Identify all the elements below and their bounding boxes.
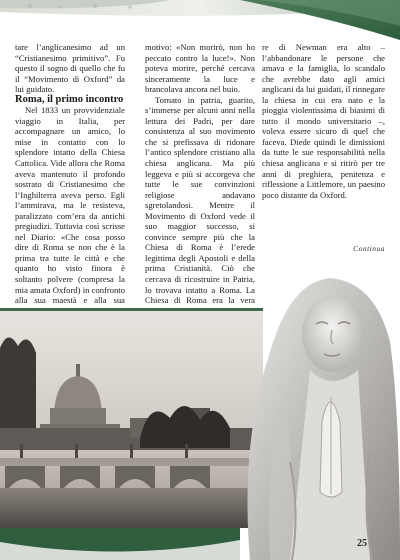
madonna-statue-image [230, 262, 400, 560]
text-column-3 [262, 42, 385, 200]
paragraph: Nel 1833 un provvidenziale viaggio in Italia, per accompagnare un amico, lo mise in contatto con lo splendore intatto della Chiesa Cattolica. Vide allora che Roma aveva mantenuto il profondo sostrato di Cristianesimo che l’Inghilterra aveva perso. Egli l’ammirava, ma le resisteva, paralizzato com’era da antichi pregiudizi. Tuttavia così scrisse nel Diario: «Che cosa posso dire di Roma se non che è la prima tra tutte le città e che quanto ho visto finora è soltanto polvere (compresa la mia amata Oxford) in confronto alla sua maestà e alla sua [15, 105, 125, 306]
page-number: 25 [357, 538, 367, 549]
bottom-ornamental-band [0, 528, 240, 560]
top-ornamental-band [0, 0, 400, 42]
paragraph: tare l’anglicanesimo ad un “Cristianesimo primitivo”. Fu questo il sogno di quello che fu il “Movimento di Oxford” da lui guidato. [15, 42, 125, 95]
paragraph: re di Newman era alto – l’abbandonare le persone che amava e la famiglia, lo scandalo che avrebbe dato agli amici anglicani da lui guidati, il rinnegare la chiesa in cui era nato e la pioggia violentissima di biasimi di tutto il mondo universitario –, voleva essere sicuro di quel che faceva. Diede quindi le dimissioni da tutte le sue responsabilità nella chiesa anglicana e si ritirò per tre anni di preghiera, penitenza e riflessione a Littlemore, un paesino poco distante da Oxford. [262, 42, 385, 200]
rome-photo [0, 308, 263, 528]
paragraph: motivo: «Non morirò, non ho peccato contro la luce!». Non poteva morire, perché cercava sinceramente la luce e brancolava ancora nel buio. [145, 42, 255, 95]
continua-label: Continua [353, 244, 385, 253]
paragraph: Tornato in patria, guarito, s’immerse per alcuni anni nella lettura dei Padri, per dare consistenza al suo movimento che si prefissava di ridonare l’antico splendore cristiano alla chiesa anglicana. Ma più leggeva e più si accorgeva che tutte le sue convinzioni religiose andavano sgretolandosi. Mentre il Movimento di Oxford vede il suo maggior successo, si convince sempre più che la Chiesa di Roma è l’erede legittima degli Apostoli e della prima Cristianità. Ciò che cercava di ricostruire in Patria, lo trovava intatto a Roma. La Chiesa di Roma era la vera [145, 94, 255, 306]
section-heading: Roma, il primo incontro [15, 93, 124, 105]
